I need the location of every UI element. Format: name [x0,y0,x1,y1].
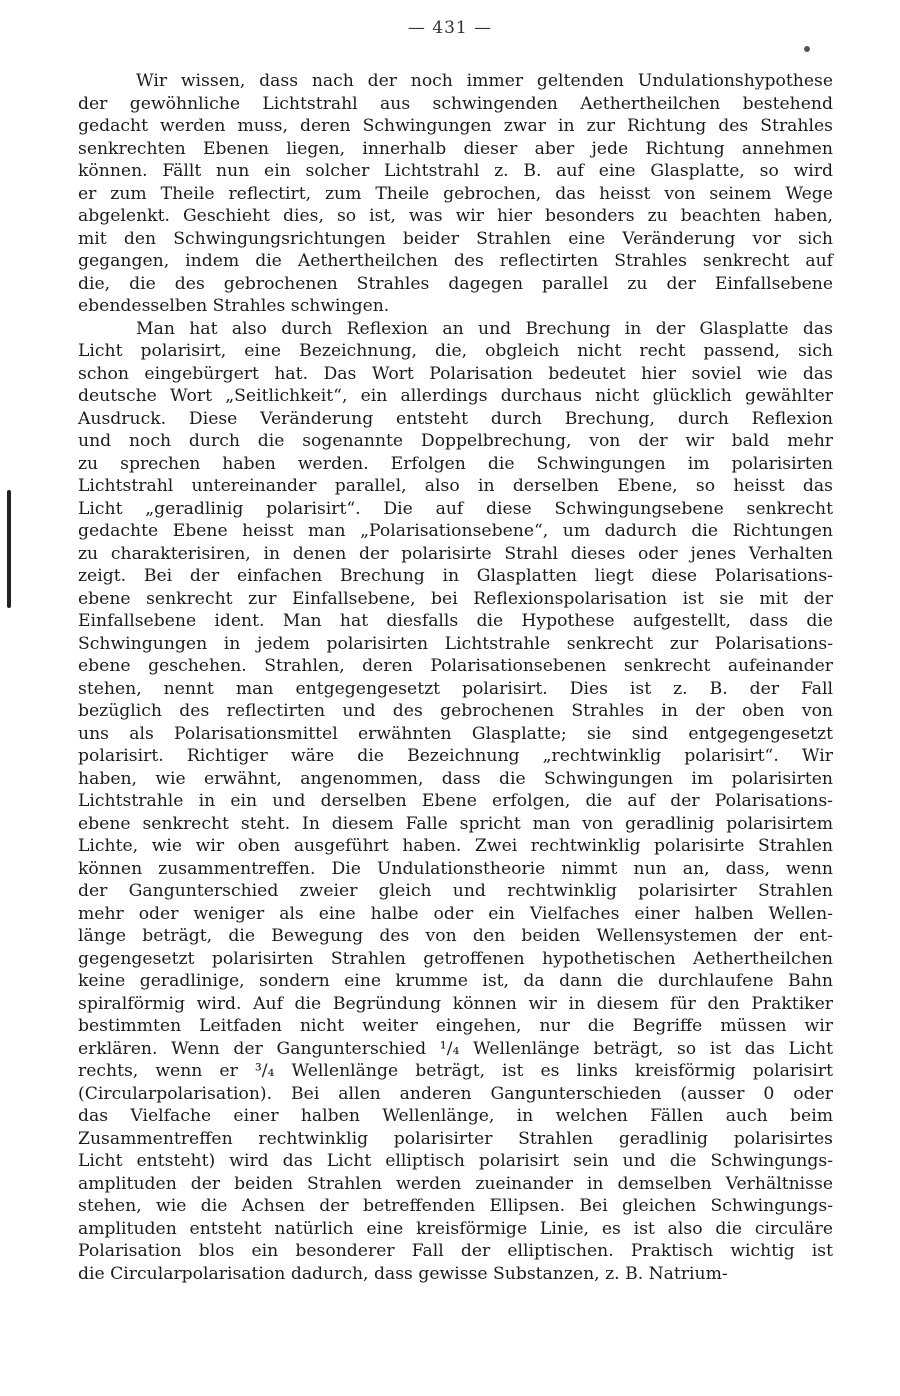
text-line: die, die des gebrochenen Strahles dagegen parallel zu der Einfallsebene [78,273,833,294]
text-line: (Circularpolarisation). Bei allen anderen Gangunterschieden (ausser 0 oder [78,1083,833,1104]
text-line: senkrechten Ebenen liegen, innerhalb dieser aber jede Richtung annehmen [78,138,833,159]
text-line: stehen, nennt man entgegengesetzt polarisirt. Dies ist z. B. der Fall [78,678,833,699]
text-line: Licht „geradlinig polarisirt“. Die auf diese Schwingungsebene senkrecht [78,498,833,519]
text-line: er zum Theile reflectirt, zum Theile gebrochen, das heisst von seinem Wege [78,183,833,204]
text-line: Wir wissen, dass nach der noch immer geltenden Undulationshypothese [136,71,833,91]
text-line: mit den Schwingungsrichtungen beider Strahlen eine Veränderung vor sich [78,228,833,249]
paragraph-2 [78,318,833,1286]
text-line: können zusammentreffen. Die Undulationstheorie nimmt nun an, dass, wenn [78,858,833,879]
margin-mark [7,490,11,608]
text-line: amplituden entsteht natürlich eine kreisförmige Linie, es ist also die circuläre [78,1218,833,1239]
text-line: Licht entsteht) wird das Licht elliptisch polarisirt sein und die Schwingungs- [78,1151,833,1171]
text-line: zeigt. Bei der einfachen Brechung in Glasplatten liegt diese Polarisations- [78,566,833,586]
text-line: haben, wie erwähnt, angenommen, dass die Schwingungen im polarisirten [78,768,833,789]
text-line: ebene senkrecht steht. In diesem Falle spricht man von geradlinig polarisirtem [78,813,833,834]
text-line: ebene senkrecht zur Einfallsebene, bei Reflexionspolarisation ist sie mit der [78,588,833,609]
text-line: gegangen, indem die Aethertheilchen des reflectirten Strahles senkrecht auf [78,251,833,271]
text-line: gedachte Ebene heisst man „Polarisationsebene“, um dadurch die Richtungen [78,521,833,541]
text-line: Lichte, wie wir oben ausgeführt haben. Zwei rechtwinklig polarisirte Strahlen [78,836,833,856]
text-line: bezüglich des reflectirten und des gebrochenen Strahles in der oben von [78,701,833,721]
text-line: amplituden der beiden Strahlen werden zueinander in demselben Verhältnisse [78,1173,833,1194]
text-line: deutsche Wort „Seitlichkeit“, ein allerdings durchaus nicht glücklich gewählter [78,386,833,406]
text-line: Man hat also durch Reflexion an und Brechung in der Glasplatte das [136,318,833,339]
text-line: Licht polarisirt, eine Bezeichnung, die, obgleich nicht recht passend, sich [78,341,833,361]
text-line: spiralförmig wird. Auf die Begründung können wir in diesem für den Praktiker [78,993,833,1014]
text-line: mehr oder weniger als eine halbe oder ein Vielfaches einer halben Wellen- [78,903,833,924]
text-line: schon eingebürgert hat. Das Wort Polarisation bedeutet hier soviel wie das [78,363,833,384]
text-line: das Vielfache einer halben Wellenlänge, in welchen Fällen auch beim [78,1106,833,1126]
text-line: Lichtstrahle in ein und derselben Ebene erfolgen, die auf der Polarisations- [78,791,833,811]
text-line: länge beträgt, die Bewegung des von den beiden Wellensystemen der ent- [78,926,833,946]
text-line: Einfallsebene ident. Man hat diesfalls die Hypothese aufgestellt, dass die [78,611,833,631]
text-line: uns als Polarisationsmittel erwähnten Glasplatte; sie sind entgegengesetzt [78,723,833,744]
page-number: — 431 — [407,18,493,38]
text-line: keine geradlinige, sondern eine krumme ist, da dann die durchlaufene Bahn [78,971,833,991]
text-line: Ausdruck. Diese Veränderung entsteht durch Brechung, durch Reflexion [78,408,833,429]
text-line: Zusammentreffen rechtwinklig polarisirter Strahlen geradlinig polarisirtes [78,1128,833,1149]
text-line: stehen, wie die Achsen der betreffenden Ellipsen. Bei gleichen Schwingungs- [78,1196,833,1216]
text-line: und noch durch die sogenannte Doppelbrechung, von der wir bald mehr [78,431,833,451]
text-line: polarisirt. Richtiger wäre die Bezeichnung „rechtwinklig polarisirt“. Wir [78,746,833,766]
text-line: Lichtstrahl untereinander parallel, also in derselben Ebene, so heisst das [78,476,833,496]
text-line: rechts, wenn er ³/₄ Wellenlänge beträgt, ist es links kreisförmig polarisirt [78,1061,833,1081]
text-line: abgelenkt. Geschieht dies, so ist, was wir hier besonders zu beachten haben, [78,206,833,226]
text-line: zu sprechen haben werden. Erfolgen die Schwingungen im polarisirten [78,453,833,474]
text-line: ebendesselben Strahles schwingen. [78,296,390,316]
text-line: Polarisation blos ein besonderer Fall der elliptischen. Praktisch wichtig ist [78,1241,833,1261]
text-line: können. Fällt nun ein solcher Lichtstrahl z. B. auf eine Glasplatte, so wird [78,161,833,181]
text-line: erklären. Wenn der Gangunterschied ¹/₄ Wellenlänge beträgt, so ist das Licht [78,1038,833,1059]
text-line: Schwingungen in jedem polarisirten Lichtstrahle senkrecht zur Polarisations- [78,633,833,654]
paragraph-1 [78,70,833,318]
text-line: ebene geschehen. Strahlen, deren Polarisationsebenen senkrecht aufeinander [78,656,833,676]
text-line: gegengesetzt polarisirten Strahlen getroffenen hypothetischen Aethertheilchen [78,948,833,969]
text-line: der Gangunterschied zweier gleich und rechtwinklig polarisirter Strahlen [78,881,833,901]
ink-dot [804,46,810,52]
body-text [78,70,833,1285]
text-line: bestimmten Leitfaden nicht weiter eingehen, nur die Begriffe müssen wir [78,1016,833,1036]
text-line: gedacht werden muss, deren Schwingungen zwar in zur Richtung des Strahles [78,116,833,136]
text-line: zu charakterisiren, in denen der polarisirte Strahl dieses oder jenes Verhalten [78,543,833,564]
text-line: der gewöhnliche Lichtstrahl aus schwingenden Aethertheilchen bestehend [78,93,833,114]
text-line: die Circularpolarisation dadurch, dass gewisse Substanzen, z. B. Natrium- [78,1263,728,1284]
